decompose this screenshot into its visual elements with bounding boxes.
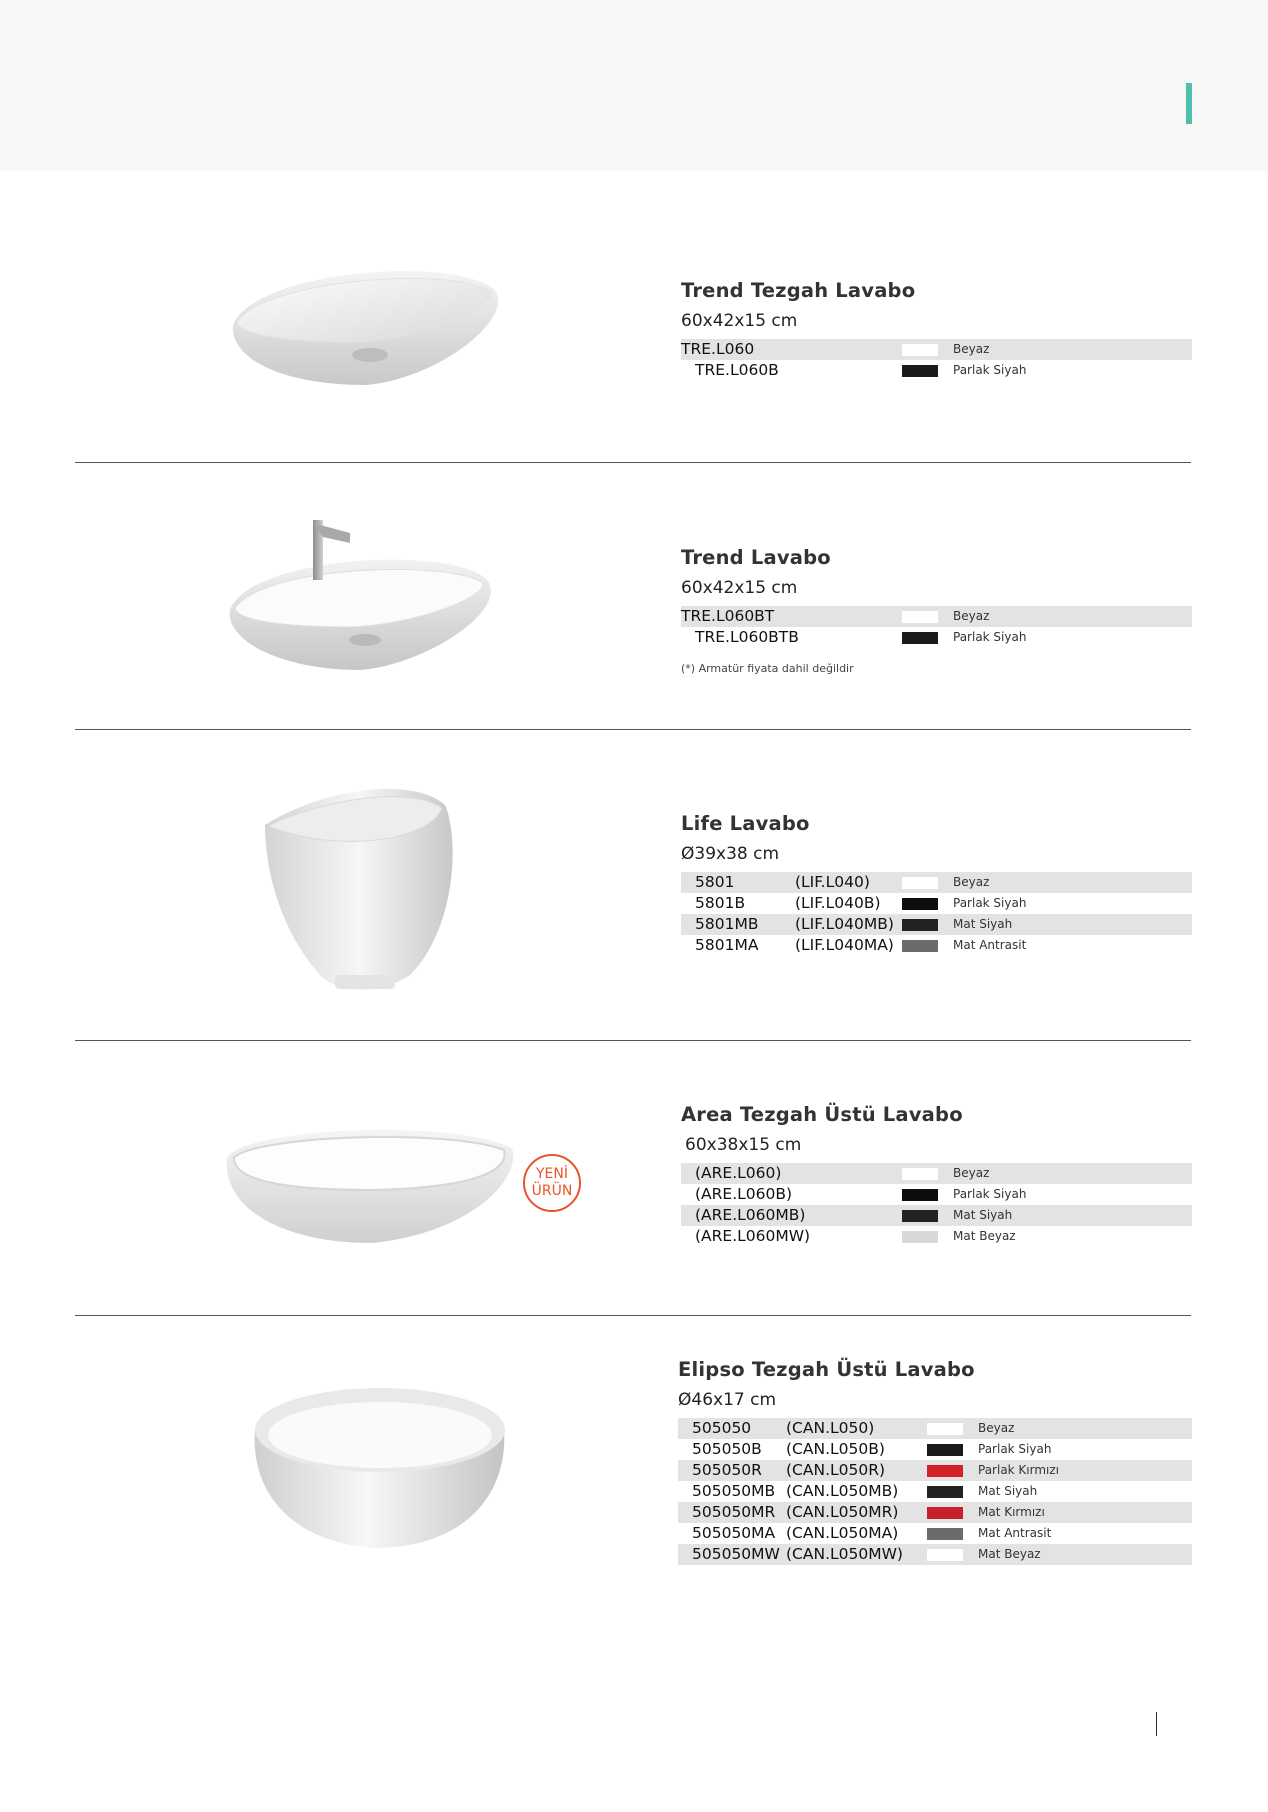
variant-alt-code: (CAN.L050MW)	[786, 1545, 903, 1563]
variant-alt-code: (CAN.L050B)	[786, 1440, 885, 1458]
color-name: Mat Kırmızı	[978, 1505, 1045, 1519]
product-image-elipso-lavabo	[250, 1380, 510, 1555]
variant-table	[681, 339, 1192, 381]
new-product-badge	[523, 1154, 581, 1212]
variant-row	[681, 1163, 1192, 1184]
color-swatch	[902, 1168, 938, 1180]
color-swatch	[902, 940, 938, 952]
color-name: Mat Antrasit	[953, 938, 1027, 952]
variant-code: 505050MW	[692, 1545, 780, 1563]
color-swatch	[902, 632, 938, 644]
variant-table	[678, 1418, 1192, 1565]
variant-code: 505050	[692, 1419, 752, 1437]
section-divider	[75, 1315, 1191, 1316]
variant-table	[681, 872, 1192, 956]
badge-line-1: YENİ	[536, 1166, 568, 1182]
variant-code: (ARE.L060)	[695, 1164, 782, 1182]
section-divider	[75, 729, 1191, 730]
variant-code: TRE.L060BT	[681, 607, 775, 625]
color-swatch	[902, 919, 938, 931]
color-swatch	[902, 1231, 938, 1243]
color-name: Parlak Kırmızı	[978, 1463, 1060, 1477]
variant-code: 5801	[695, 873, 735, 891]
color-swatch	[927, 1507, 963, 1519]
color-swatch	[927, 1528, 963, 1540]
variant-code: (ARE.L060MB)	[695, 1206, 806, 1224]
color-swatch	[902, 365, 938, 377]
color-name: Mat Antrasit	[978, 1526, 1052, 1540]
section-divider	[75, 462, 1191, 463]
variant-code: 505050MA	[692, 1524, 776, 1542]
color-name: Beyaz	[953, 875, 990, 889]
color-name: Parlak Siyah	[953, 1187, 1027, 1201]
variant-row	[681, 1205, 1192, 1226]
product-title: Trend Lavabo	[681, 546, 831, 569]
variant-code: TRE.L060	[681, 340, 755, 358]
variant-row	[681, 935, 1192, 956]
variant-alt-code: (CAN.L050MB)	[786, 1482, 899, 1500]
color-name: Beyaz	[953, 1166, 990, 1180]
product-size: Ø39x38 cm	[681, 844, 780, 864]
variant-row	[678, 1523, 1192, 1544]
variant-code: (ARE.L060MW)	[695, 1227, 811, 1245]
product-title: Area Tezgah Üstü Lavabo	[681, 1103, 963, 1126]
product-size: 60x42x15 cm	[681, 578, 798, 598]
color-name: Mat Siyah	[953, 917, 1013, 931]
product-size: Ø46x17 cm	[678, 1390, 777, 1410]
variant-code: 505050MR	[692, 1503, 776, 1521]
variant-row	[681, 360, 1192, 381]
product-title: Trend Tezgah Lavabo	[681, 279, 916, 302]
variant-row	[681, 1184, 1192, 1205]
variant-row	[678, 1439, 1192, 1460]
variant-alt-code: (CAN.L050MR)	[786, 1503, 899, 1521]
variant-code: 505050B	[692, 1440, 762, 1458]
variant-code: (ARE.L060B)	[695, 1185, 793, 1203]
variant-code: 505050MB	[692, 1482, 776, 1500]
accent-bar	[1186, 83, 1192, 124]
color-name: Parlak Siyah	[978, 1442, 1052, 1456]
product-image-trend-tezgah	[225, 260, 515, 395]
header-band	[0, 0, 1268, 171]
variant-alt-code: (LIF.L040MA)	[795, 936, 894, 954]
variant-alt-code: (LIF.L040B)	[795, 894, 881, 912]
color-name: Mat Beyaz	[978, 1547, 1041, 1561]
variant-row	[678, 1481, 1192, 1502]
variant-row	[681, 893, 1192, 914]
color-name: Mat Beyaz	[953, 1229, 1016, 1243]
color-swatch	[902, 1189, 938, 1201]
badge-line-2: ÜRÜN	[531, 1183, 573, 1199]
variant-code: 5801B	[695, 894, 746, 912]
variant-alt-code: (LIF.L040MB)	[795, 915, 894, 933]
variant-row	[678, 1502, 1192, 1523]
color-swatch	[902, 898, 938, 910]
section-divider	[75, 1040, 1191, 1041]
variant-row	[681, 339, 1192, 360]
color-swatch	[927, 1465, 963, 1477]
variant-row	[678, 1460, 1192, 1481]
variant-alt-code: (LIF.L040)	[795, 873, 870, 891]
variant-table	[681, 606, 1192, 648]
variant-alt-code: (CAN.L050)	[786, 1419, 875, 1437]
product-note: (*) Armatür fiyata dahil değildir	[681, 662, 854, 675]
product-title: Elipso Tezgah Üstü Lavabo	[678, 1358, 975, 1381]
color-name: Mat Siyah	[953, 1208, 1013, 1222]
product-image-life-lavabo	[260, 780, 460, 1000]
product-size: 60x38x15 cm	[685, 1135, 802, 1155]
variant-row	[681, 872, 1192, 893]
variant-code: 5801MB	[695, 915, 759, 933]
color-swatch	[902, 1210, 938, 1222]
variant-alt-code: (CAN.L050MA)	[786, 1524, 899, 1542]
color-name: Parlak Siyah	[953, 363, 1027, 377]
color-name: Beyaz	[953, 342, 990, 356]
variant-row	[681, 627, 1192, 648]
color-name: Mat Siyah	[978, 1484, 1038, 1498]
variant-row	[681, 914, 1192, 935]
color-name: Parlak Siyah	[953, 896, 1027, 910]
color-name: Parlak Siyah	[953, 630, 1027, 644]
variant-code: 5801MA	[695, 936, 759, 954]
page-number-mark	[1156, 1712, 1157, 1736]
variant-row	[678, 1544, 1192, 1565]
color-swatch	[902, 344, 938, 356]
variant-row	[678, 1418, 1192, 1439]
color-swatch	[902, 611, 938, 623]
variant-code: TRE.L060BTB	[695, 628, 799, 646]
variant-row	[681, 606, 1192, 627]
color-name: Beyaz	[978, 1421, 1015, 1435]
variant-table	[681, 1163, 1192, 1247]
product-size: 60x42x15 cm	[681, 311, 798, 331]
color-swatch	[927, 1486, 963, 1498]
product-image-trend-lavabo	[225, 515, 515, 680]
color-swatch	[927, 1423, 963, 1435]
variant-code: 505050R	[692, 1461, 762, 1479]
color-swatch	[927, 1444, 963, 1456]
product-title: Life Lavabo	[681, 812, 810, 835]
color-name: Beyaz	[953, 609, 990, 623]
color-swatch	[927, 1549, 963, 1561]
variant-alt-code: (CAN.L050R)	[786, 1461, 886, 1479]
color-swatch	[902, 877, 938, 889]
variant-code: TRE.L060B	[695, 361, 779, 379]
variant-row	[681, 1226, 1192, 1247]
product-image-area-lavabo	[222, 1118, 522, 1253]
